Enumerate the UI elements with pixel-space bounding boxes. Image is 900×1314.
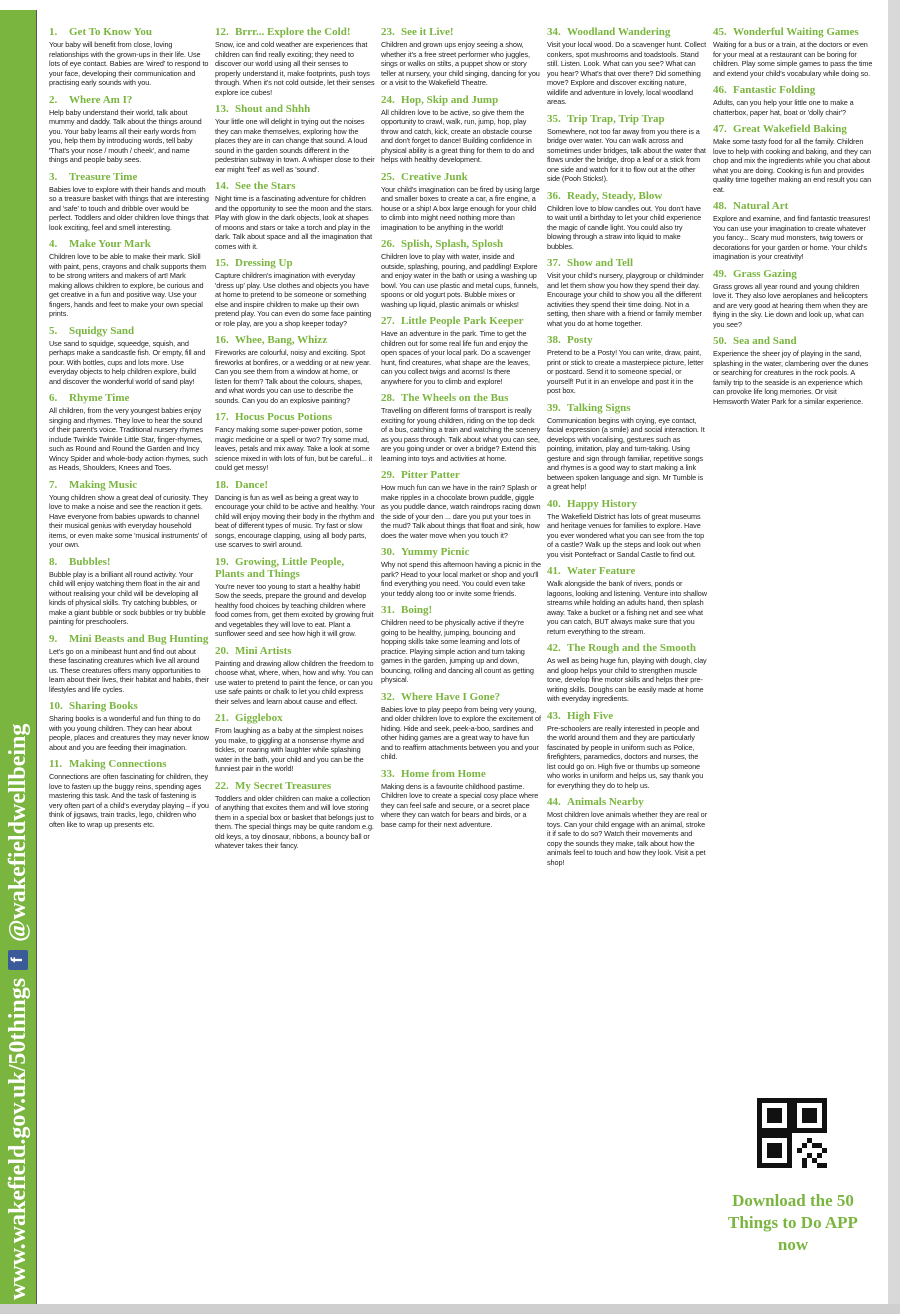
activity-description: Children love to be able to make their mark. Skill with paint, pens, crayons and chalk supports them to be strong writers and makers of art! Mark making allows children to explore, be curious and get creative in a fun and positive way. Use your fingers, hands and feet to make your own special prints. [49, 252, 206, 318]
activity-title-text: Boing! [401, 604, 433, 616]
activity-title [381, 238, 541, 250]
qr-module [817, 1163, 822, 1168]
activity-title [713, 268, 873, 280]
activity-title-text: High Five [567, 709, 614, 722]
activity-description: Most children love animals whether they are real or toys. Can your child engage with an animal, stroke it if safe to do so? Watch their movements and copy the sounds they make, talk about how the animals feel to touch and how they look. Visit a pet shop! [547, 810, 707, 867]
activity-description: Help baby understand their world, talk about mummy and daddy. Talk about the things around you. Your baby learns all their early words from you, help them by introducing words, tell baby 'That's your nose / mouth / cheek', and name things and people baby sees. [49, 107, 202, 164]
activity-item [381, 546, 541, 598]
activity-title [215, 645, 375, 657]
activity-item [713, 84, 873, 117]
activity-number: 33. [381, 767, 395, 780]
activity-item [381, 604, 541, 685]
qr-module [817, 1153, 822, 1158]
column-3 [381, 26, 541, 835]
activity-title [547, 498, 707, 510]
activity-number: 21. [215, 712, 229, 724]
activity-item [381, 26, 541, 88]
activity-item [547, 334, 707, 396]
activity-number: 7. [49, 478, 58, 491]
activity-description: As well as being huge fun, playing with dough, clay and gloop helps your child to strengthen muscle tone, develop fine motor skills and helps their pre-writing skills. Doughs can be easily made at home with everyday ingredients. [547, 656, 707, 703]
activity-title [713, 123, 873, 135]
activity-title [381, 604, 541, 616]
page-top-margin [0, 0, 900, 10]
activity-item [381, 768, 541, 830]
activity-description: Night time is a fascinating adventure for children and the opportunity to see the moon and the stars. Play with glow in the dark objects, look at shapes of moons and stars or take a torch and play in the dark. Talk about space and all the imagination that comes with it. [215, 194, 374, 251]
activity-title-text: Rhyme Time [69, 392, 130, 404]
activity-number: 15. [215, 257, 229, 269]
activity-number: 20. [215, 644, 229, 657]
activity-number: 5. [49, 324, 58, 337]
activity-title [547, 190, 707, 202]
activity-title [215, 479, 375, 491]
activity-item [381, 94, 541, 165]
activity-number: 16. [215, 334, 229, 346]
activity-description: Fireworks are colourful, noisy and exciting. Spot fireworks at bonfires, or a wedding or at new year. Can you see them from a window at home, or listen for them? Talk about the colours, shapes, and what words you can use to describe the sounds. Can you do an explosive painting? [215, 348, 371, 405]
activity-item [381, 392, 541, 463]
activity-title-text: See it Live! [401, 26, 454, 38]
activity-item [381, 315, 541, 386]
activity-description: Children and grown ups enjoy seeing a show, whether it's a free street performer who juggles, sings or walks on stilts, a puppet show or story teller at nursery, your child singing, dancing for you or a visit to the Wakefield Theatre. [381, 40, 540, 87]
activity-item [49, 556, 209, 627]
activity-title-text: Creative Junk [401, 170, 468, 183]
activity-title [381, 315, 541, 327]
activity-number: 8. [49, 555, 58, 568]
qr-module [822, 1148, 827, 1153]
qr-module [797, 1148, 802, 1153]
activity-item [713, 123, 873, 194]
activity-title-text: Get To Know You [69, 26, 153, 38]
activity-number: 38. [547, 334, 561, 346]
activity-item [215, 780, 375, 851]
activity-title-text: Dressing Up [235, 257, 293, 269]
activity-number: 3. [49, 170, 58, 183]
activity-title [215, 26, 375, 38]
qr-code-icon [757, 1098, 827, 1168]
download-app-text: Download the 50 Things to Do APP now [728, 1191, 858, 1254]
activity-description: Babies love to explore with their hands and mouth so a treasure basket with things that are interesting and 'safe' to touch and dribble over would be perfect. Toddlers and older children love things that look exciting, feel and smell interesting. [49, 184, 209, 232]
activity-number: 23. [381, 26, 395, 38]
activity-title-text: Posty [567, 334, 593, 346]
qr-finder [802, 1108, 817, 1123]
activity-title [381, 94, 541, 106]
activity-number: 42. [547, 642, 561, 654]
activity-item [49, 26, 209, 88]
activity-item [547, 190, 707, 252]
activity-item [215, 26, 375, 97]
activity-title [547, 642, 707, 654]
activity-title [713, 200, 873, 212]
activity-description: The Wakefield District has lots of great museums and heritage venues for families to explore. Have you ever wondered what you can see from the top of a castle? Walk up the steps and look out when you visit Pontefract or Sandal Castle to find out. [547, 511, 705, 559]
activity-number: 17. [215, 411, 229, 423]
activity-number: 13. [215, 103, 229, 115]
activity-number: 48. [713, 200, 727, 212]
activity-number: 4. [49, 238, 58, 250]
activity-number: 40. [547, 497, 561, 510]
activity-title-text: Treasure Time [69, 170, 138, 183]
activity-description: From laughing as a baby at the simplest noises you make, to giggling at a nonsense rhyme and tickles, or roaring with laughter while splashing water in the bath, your child and you can be the funniest pair in the world! [215, 726, 364, 773]
activity-description: Children need to be physically active if they're going to be healthy, jumping, bouncing and hopping skills take some learning and lots of practice. Playing simple action and turn taking games in the garden, jumping up and down, bouncing, rolling and dancing all count as getting physical. [381, 618, 534, 684]
activity-number: 2. [49, 93, 58, 106]
activity-title-text: Great Wakefield Baking [733, 123, 847, 135]
activity-title-text: Gigglebox [235, 712, 283, 724]
qr-module [812, 1143, 817, 1148]
activity-title [381, 392, 541, 404]
activity-item [547, 642, 707, 704]
activity-description: Babies love to play peepo from being very young, and older children love to explore the excitement of hiding. Hide and seek, peek-a-boo, sardines and other hiding games are a great way to have fun and to reaffirm attachments between you and your child. [381, 704, 541, 761]
activity-title-text: Shout and Shhh [235, 103, 311, 115]
activity-title [547, 334, 707, 346]
activity-title-text: The Rough and the Smooth [567, 642, 696, 654]
activity-description: Let's go on a minibeast hunt and find out about these fascinating creatures which live all around us. These creatures offers many opportunities to learn about their lives, their habitat and habits, their lifestyles and life cycles. [49, 646, 209, 694]
activity-description: Pre-schoolers are really interested in people and the world around them and they are particularly fascinated by people in uniform such as Police, firefighters, paramedics, doctors and nurses, the list could go on. High five or thumbs up someone who works in uniform and helps us, say thank you for everything they do to help us. [547, 723, 704, 790]
activity-number: 1. [49, 26, 58, 38]
activity-title-text: Where Have I Gone? [401, 690, 501, 703]
activity-description: Adults, can you help your little one to make a chatterbox, paper hat, boat or 'dolly chair'? [713, 98, 854, 117]
activity-title [381, 768, 541, 780]
activity-title-text: Show and Tell [567, 257, 634, 269]
activity-item [547, 402, 707, 492]
activity-description: Bubble play is a brilliant all round activity. Your child will enjoy watching them float in the air and without realising your child will be developing all kinds of physical skills. Try catching bubbles, or make a giant bubble or sock bubbles or try bubble painting for preschoolers. [49, 569, 206, 626]
activity-title-text: Little People Park Keeper [401, 315, 524, 327]
activity-description: Make some tasty food for all the family. Children love to help with cooking and baking, and they can chop and mix the ingredients while you chat about what you are doing. Cooking is fun and provides quality time together making an end result you can eat. [713, 137, 872, 194]
activity-item [381, 171, 541, 233]
activity-item [215, 411, 375, 473]
qr-module [802, 1163, 807, 1168]
activity-title-text: My Secret Treasures [235, 779, 332, 792]
activity-number: 30. [381, 546, 395, 558]
activity-number: 41. [547, 565, 561, 577]
activity-item [49, 94, 209, 165]
activity-description: Connections are often fascinating for children, they love to fasten up the buggy reins, spending ages mastering this task. And the task of fastening is very often part of a child's everyday playing – if you think of jigsaws, train tracks, lego, children who often like to wrap up presents etc. [49, 772, 209, 829]
activity-title [547, 257, 707, 269]
activity-title [215, 257, 375, 269]
activity-description: Visit your child's nursery, playgroup or childminder and let them show you how they spend their day. Encourage your child to show you all the different activities they spend their time doing. Not in a setting, then share with a friend or family member what you do at home together. [547, 271, 704, 328]
activity-number: 31. [381, 604, 395, 616]
column-1 [49, 26, 209, 835]
activity-description: Travelling on different forms of transport is really exciting for young children, riding on the top deck of a bus, catching a train and watching the scenery as you pass through. Talk about what you can see, are you going under or over a bridge? Extend this learning into toys and activities at home. [381, 406, 541, 463]
activity-title [547, 26, 707, 38]
activity-title [215, 180, 375, 192]
activity-title-text: Hocus Pocus Potions [235, 411, 333, 423]
activity-description: Grass grows all year round and young children love it. They also love aeroplanes and helicopters and are very good at hearing them when they are flying in the sky. Lie down and look up, what can you see? [713, 281, 868, 329]
activity-title [49, 325, 209, 337]
activity-number: 34. [547, 26, 561, 38]
activity-item [215, 103, 375, 174]
activity-title-text: See the Stars [235, 180, 296, 192]
activity-number: 14. [215, 180, 229, 192]
activity-number: 44. [547, 796, 561, 808]
activity-number: 36. [547, 189, 561, 202]
activity-title-text: Trip Trap, Trip Trap [567, 112, 665, 125]
activity-description: Making dens is a favourite childhood pastime. Children love to create a special cosy place where they can feel safe and secure, or a secret place where they can watch for bears and birds, or a base camp for their next adventure. [381, 781, 539, 829]
qr-module [822, 1163, 827, 1168]
activity-title [49, 26, 209, 38]
activity-description: Walk alongside the bank of rivers, ponds or lagoons, looking and listening. Venture into shallow streams while holding an adults hand, then splash away. Take a bucket or a fishing net and see what you can catch, BUT always make sure that you return everything to the stream. [547, 579, 707, 636]
activity-description: Communication begins with crying, eye contact, facial expression (a smile) and social interaction. It develops with vocalising, gestures such as pointing, imitation, play and turn-taking. Using gesture and sign through familiar, repetitive songs and rhymes is a good way to start making a link between spoken language and sign. Mr Tumble is a great help! [547, 415, 705, 491]
column-5 [713, 26, 873, 412]
leaflet-page [36, 10, 888, 1304]
activity-title-text: Dance! [235, 478, 268, 491]
activity-title [49, 633, 209, 645]
activity-title-text: Yummy Picnic [401, 546, 470, 558]
activity-item [215, 180, 375, 251]
qr-module [802, 1143, 807, 1148]
activity-description: Waiting for a bus or a train, at the doctors or even for your meal at a restaurant can be boring for children. Play some simple games to pass the time and extend your child's vocabulary while doing so. [713, 40, 873, 78]
activity-title [215, 556, 375, 580]
activity-description: Capture children's imagination with everyday 'dress up' play. Use clothes and objects you have at home to pretend to be someone or something else and inspire children to make up their own pretend play. You can even do some face painting or role play, are you a shop keeper today? [215, 271, 372, 328]
sidebar-banner [0, 10, 36, 1304]
activity-title [49, 758, 209, 770]
column-4 [547, 26, 707, 873]
activity-number: 18. [215, 478, 229, 491]
activity-item [215, 334, 375, 405]
activity-item [49, 171, 209, 233]
activity-number: 24. [381, 93, 395, 106]
activity-number: 25. [381, 170, 395, 183]
activity-title-text: Talking Signs [567, 401, 631, 414]
activity-title-text: Brrr... Explore the Cold! [235, 26, 351, 38]
activity-title [49, 479, 209, 491]
activity-number: 6. [49, 392, 58, 404]
activity-title-text: Pitter Patter [401, 469, 460, 481]
activity-number: 35. [547, 112, 561, 125]
activity-description: Visit your local wood. Do a scavenger hunt. Collect conkers, spot mushrooms and toadstools. Stand still. Listen. Look. What can you see? What can you hear? What's that over there? Did something move? Explore and discover exciting nature, wildlife and adventure in lovely, local woodland areas. [547, 40, 707, 106]
activity-title-text: Sharing Books [69, 700, 138, 712]
activity-title-text: Grass Gazing [733, 267, 797, 280]
activity-item [215, 479, 375, 550]
sidebar-handle: @wakefieldwellbeing [5, 723, 31, 942]
qr-finder [767, 1143, 782, 1158]
activity-number: 32. [381, 690, 395, 703]
activity-number: 9. [49, 632, 58, 645]
activity-description: You're never too young to start a healthy habit! Sow the seeds, prepare the ground and develop healthy food choices by teaching children where food comes from, get them excited by growing fruit and vegetables they will love to eat. Plant a sunflower seed and see how high it will grow. [215, 581, 374, 638]
activity-title [547, 565, 707, 577]
activity-item [49, 392, 209, 473]
activity-description: Children love to play with water, inside and outside, splashing, pouring, and paddling! Explore and enjoy water in the bath or using a washing up bowl. You can use plastic and metal cups, funnels, spoons or old yogurt pots. Bubble mixes or washing up liquid, plastic animals or whisks! [381, 252, 539, 309]
activity-title-text: Splish, Splash, Splosh [401, 238, 504, 250]
activity-title [49, 556, 209, 568]
activity-description: Young children show a great deal of curiosity. They love to make a noise and see the reaction it gets. Have everyone from babies upwards to channel their musical genius with everyday household items, or even make some 'musical instruments' of your own. [49, 492, 209, 549]
activity-number: 27. [381, 315, 395, 327]
activity-title [49, 94, 209, 106]
activity-item [49, 238, 209, 319]
activity-number: 19. [215, 555, 229, 568]
page-bottom-edge [0, 1304, 900, 1314]
activity-number: 11. [49, 758, 63, 770]
activity-number: 29. [381, 469, 395, 481]
activity-item [547, 498, 707, 560]
activity-item [49, 325, 209, 387]
activity-description: Experience the sheer joy of playing in the sand, splashing in the water, clambering over the dunes or searching for creatures in the rock pools. A family trip to the seaside is an experience which can provoke life long memories. Or visit Hemsworth Water Park for a similar experience. [713, 349, 869, 406]
activity-title [381, 546, 541, 558]
activity-title-text: The Wheels on the Bus [401, 392, 509, 404]
activity-title-text: Making Connections [69, 758, 167, 770]
activity-description: Fancy making some super-power potion, some magic medicine or a spell or two? Try some mud, leaves, petals and mix away. Take a look at some science mixed in with lots of fun, but be careful... it could get messy! [215, 425, 373, 472]
activity-title-text: Mini Beasts and Bug Hunting [69, 632, 209, 645]
activity-title [547, 113, 707, 125]
activity-description: Children love to blow candles out. You don't have to wait until a birthday to let your child experience the magic of candle light. You could also try blowing through a straw into liquid to make bubbles. [547, 203, 702, 251]
activity-number: 12. [215, 26, 229, 38]
activity-title [49, 700, 209, 712]
activity-description: How much fun can we have in the rain? Splash or make ripples in a chocolate brown puddle, giggle as you puddle dance, watch raindrops racing down the side of your den ... dare you put your toes in the mud? Talk about things that float and sink, how does the water move when you touch it? [381, 483, 541, 540]
activity-title [713, 84, 873, 96]
activity-item [49, 633, 209, 695]
activity-title-text: Sea and Sand [733, 335, 797, 347]
activity-title-text: Ready, Steady, Blow [567, 189, 663, 202]
activity-item [547, 565, 707, 636]
activity-description: Snow, ice and cold weather are experiences that children can find really exciting; they need to discover our world using all their senses to properly understand it, make footprints, push toys through. When it's not cold outside, let their senses explore ice cubes! [215, 40, 375, 97]
sidebar-text [0, 600, 36, 1300]
activity-number: 26. [381, 238, 395, 250]
activity-description: Explore and examine, and find fantastic treasures! You can use your imagination to create whatever you fancy... Scary mud monsters, twig towers or decorations for your garden or home. Your child's imagination is your creativity! [713, 214, 871, 261]
activity-number: 39. [547, 401, 561, 414]
activity-description: All children, from the very youngest babies enjoy singing and rhymes. They love to hear the sound of their parent's voice. Traditional nursery rhymes include Twinkle Twinkle Little Star, finger-rhymes, such as Round and Round the Garden and Incy Wincy Spider and whole-body action rhymes, such as Heads, Shoulders, Knees and Toes. [49, 406, 208, 472]
activity-description: Your child's imagination can be fired by using large and smaller boxes to create a car, a fire engine, a house or a ship! A box large enough for your child to climb into might need nothing more than imagination to be anything in the world! [381, 184, 540, 232]
activity-title [49, 171, 209, 183]
activity-title [381, 691, 541, 703]
activity-title [49, 238, 209, 250]
activity-title-text: Mini Artists [235, 644, 292, 657]
activity-title [381, 171, 541, 183]
activity-item [49, 700, 209, 752]
activity-number: 37. [547, 257, 561, 269]
activity-description: Dancing is fun as well as being a great way to encourage your child to be active and healthy. Your child will enjoy moving their body in the rhythm and beat of different types of music. Try fast or slow songs, encourage clapping, using all body parts, use scarves to swirl around. [215, 492, 375, 549]
activity-title-text: Bubbles! [69, 555, 111, 568]
page-right-edge [888, 0, 900, 1314]
activity-item [215, 257, 375, 328]
activity-item [547, 796, 707, 867]
activity-item [547, 113, 707, 184]
activity-description: Your baby will benefit from close, loving relationships with the grown-ups in their life. Use lots of eye contact. Babies are 'wired' to respond to your face, developing their communication and practising early sounds with you. [49, 40, 209, 87]
activity-item [547, 26, 707, 107]
facebook-icon: f [8, 950, 28, 970]
activity-title-text: Fantastic Folding [733, 84, 816, 96]
activity-number: 46. [713, 84, 727, 96]
activity-title [215, 712, 375, 724]
activity-item [381, 691, 541, 762]
activity-number: 49. [713, 267, 727, 280]
activity-title-text: Happy History [567, 497, 637, 510]
activity-title-text: Squidgy Sand [69, 324, 135, 337]
activity-title-text: Water Feature [567, 565, 636, 577]
activity-item [713, 335, 873, 406]
activity-title-text: Where Am I? [69, 93, 133, 106]
activity-number: 47. [713, 123, 727, 135]
activity-title [49, 392, 209, 404]
activity-title [215, 411, 375, 423]
activity-item [215, 712, 375, 774]
activity-number: 10. [49, 700, 63, 712]
activity-title-text: Whee, Bang, Whizz [235, 334, 328, 346]
activity-title-text: Make Your Mark [69, 238, 151, 250]
activity-item [713, 200, 873, 262]
qr-finder [767, 1108, 782, 1123]
activity-title-text: Woodland Wandering [567, 26, 671, 38]
activity-description: Pretend to be a Posty! You can write, draw, paint, print or stick to create a masterpiece picture, letter or postcard. Send it to someone special, or yourself! Put it in an envelope and post it in the post box. [547, 348, 704, 395]
activity-item [713, 268, 873, 330]
activity-description: Toddlers and older children can make a collection of anything that excites them and will love storing them in a special box or basket that belongs just to them. The special things may be quite random e.g. old keys, a toy dinosaur, ribbons, a bouncy ball or whatever takes their fancy. [215, 793, 374, 850]
activity-number: 45. [713, 26, 727, 38]
activity-title [547, 796, 707, 808]
activity-title-text: Hop, Skip and Jump [401, 93, 499, 106]
activity-title-text: Making Music [69, 478, 138, 491]
activity-item [713, 26, 873, 78]
activity-number: 50. [713, 335, 727, 347]
activity-title-text: Wonderful Waiting Games [733, 26, 859, 38]
activity-description: All children love to be active, so give them the opportunity to crawl, walk, run, jump, hop, play throw and catch, kick, create an obstacle course and don't forget to dance! Building confidence in physical ability is a great thing for them to do and helps with healthy development. [381, 107, 534, 164]
activity-description: Your little one will delight in trying out the noises they can make themselves, exploring how the places they are in can change that sound. A loud sound in the garden sounds different in the pedestrian subway in town. A whisper close to their ear might 'feel' as well as 'sound'. [215, 117, 375, 174]
activity-item [381, 469, 541, 540]
activity-number: 22. [215, 779, 229, 792]
activity-title [547, 710, 707, 722]
activity-title-text: Animals Nearby [567, 796, 644, 808]
activity-description: Have an adventure in the park. Time to get the children out for some real life fun and enjoy the open spaces of your local park. Do a scavenger hunt, find creatures, what shape are the leaves, can you collect twigs and acorns! Is there anywhere for you to climb and explore! [381, 329, 531, 386]
activity-item [49, 758, 209, 829]
activity-title [215, 334, 375, 346]
activity-item [547, 257, 707, 328]
activity-title [547, 402, 707, 414]
activity-title [381, 469, 541, 481]
sidebar-url: www.wakefield.gov.uk/50things [5, 977, 31, 1300]
activity-title-text: Home from Home [401, 767, 486, 780]
activity-item [215, 556, 375, 639]
activity-description: Why not spend this afternoon having a picnic in the park? Head to your local market or shop and you'll find everything you need. You could even take your teddy along too or invite some friends. [381, 560, 541, 598]
activity-title [381, 26, 541, 38]
activity-title [215, 103, 375, 115]
activity-number: 43. [547, 709, 561, 722]
column-2 [215, 26, 375, 857]
activity-item [381, 238, 541, 309]
activity-title-text: Growing, Little People, Plants and Things [215, 555, 345, 580]
activity-item [215, 645, 375, 707]
activity-description: Somewhere, not too far away from you there is a bridge over water. You can walk across and sometimes under bridges, talk about the water that flows under the bridge, drop a leaf or a stick from one side and watch for it to flow out at the other side (Pooh Sticks!). [547, 126, 706, 183]
activity-description: Painting and drawing allow children the freedom to choose what, where, when, how and why. You can use water to pretend to paint the fence, or can you use safe paints or chalk to let you child express their selves and learn about cause and effect. [215, 658, 374, 706]
activity-title [215, 780, 375, 792]
activity-number: 28. [381, 392, 395, 404]
activity-title-text: Natural Art [733, 200, 789, 212]
activity-item [547, 710, 707, 791]
activity-item [49, 479, 209, 550]
activity-title [713, 26, 873, 38]
activity-description: Sharing books is a wonderful and fun thing to do with you young children. They can hear about people, places and creatures they may never know about and you are feeding their imagination. [49, 714, 209, 752]
activity-title [713, 335, 873, 347]
activity-description: Use sand to squidge, squeedge, squish, and perhaps make a sandcastle fish. Or empty, fill and pour. With bottles, cups and lots more. Use everyday objects to help children explore, build and discover the wonderful world of sand play! [49, 338, 206, 386]
